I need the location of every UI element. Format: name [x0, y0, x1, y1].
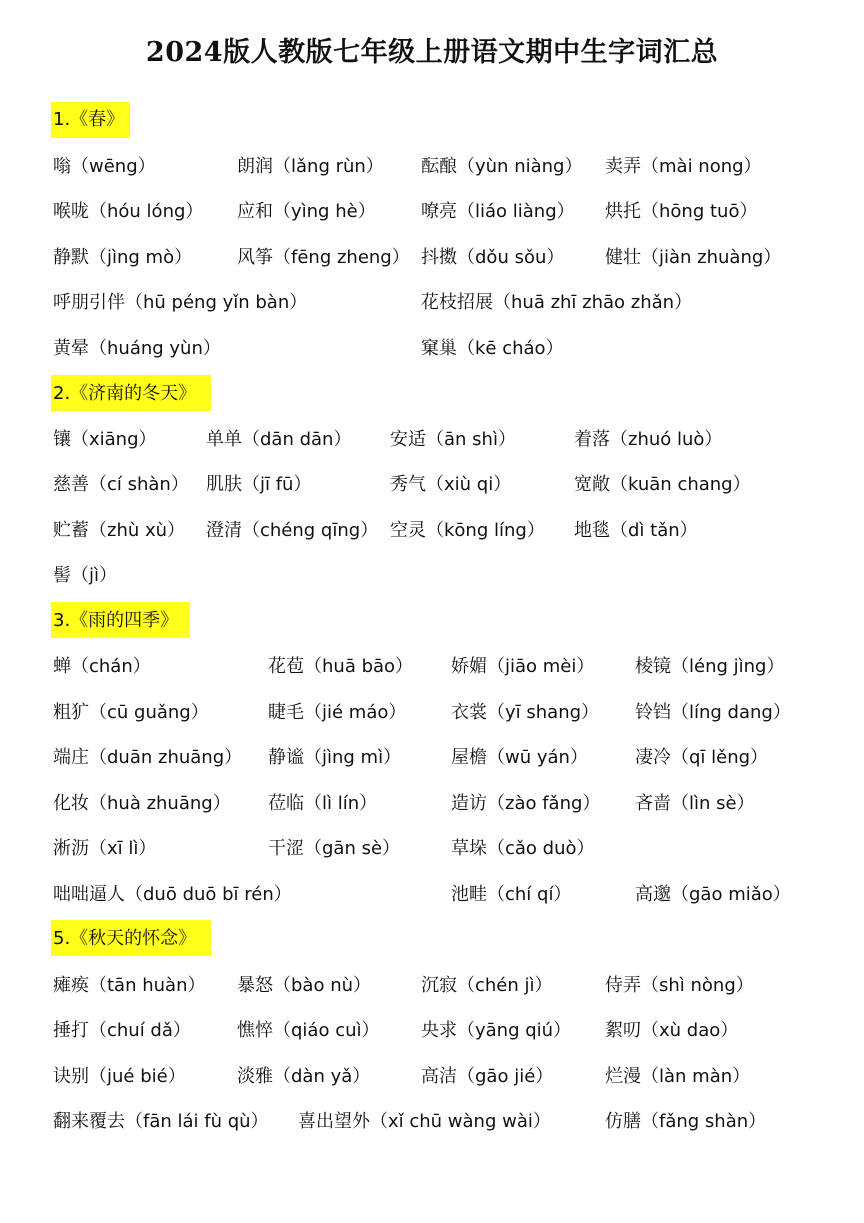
word-entry: 抖擞（dǒu sǒu）: [421, 247, 565, 268]
word-entry: 静谧（jìng mì）: [268, 747, 402, 768]
word-entry: 娇媚（jiāo mèi）: [451, 656, 595, 677]
word-entry: 凄冷（qī lěng）: [635, 747, 769, 768]
word-entry: 吝啬（lìn sè）: [635, 793, 755, 814]
word-entry: 沉寂（chén jì）: [421, 975, 553, 996]
word-entry: 衣裳（yī shang）: [451, 702, 600, 723]
word-entry: 应和（yìng hè）: [237, 201, 376, 222]
word-entry: 喉咙（hóu lóng）: [53, 201, 204, 222]
page-title: 2024版人教版七年级上册语文期中生字词汇总: [145, 37, 719, 68]
section-heading: 1.《春》: [53, 109, 125, 130]
section-heading: 2.《济南的冬天》: [53, 383, 197, 404]
word-entry: 高邈（gāo miǎo）: [635, 884, 791, 905]
word-entry: 嗡（wēng）: [53, 156, 156, 177]
word-entry: 草垛（cǎo duò）: [451, 838, 595, 859]
word-entry: 干涩（gān sè）: [268, 838, 401, 859]
word-entry: 侍弄（shì nòng）: [605, 975, 754, 996]
word-entry: 蝉（chán）: [53, 656, 151, 677]
word-entry: 造访（zào fǎng）: [451, 793, 601, 814]
word-entry: 铃铛（líng dang）: [635, 702, 791, 723]
word-entry: 暴怒（bào nù）: [237, 975, 372, 996]
word-entry: 肌肤（jī fū）: [206, 474, 312, 495]
word-entry: 烘托（hōng tuō）: [605, 201, 758, 222]
word-entry: 空灵（kōng líng）: [390, 520, 545, 541]
word-entry: 窠巢（kē cháo）: [421, 338, 564, 359]
word-entry: 镶（xiāng）: [53, 429, 157, 450]
word-entry: 黄晕（huáng yùn）: [53, 338, 221, 359]
word-entry: 翻来覆去（fān lái fù qù）: [53, 1111, 269, 1132]
word-entry: 屋檐（wū yán）: [451, 747, 588, 768]
word-entry: 瘫痪（tān huàn）: [53, 975, 206, 996]
word-entry: 着落（zhuó luò）: [574, 429, 723, 450]
word-entry: 呼朋引伴（hū péng yǐn bàn）: [53, 292, 308, 313]
word-entry: 慈善（cí shàn）: [53, 474, 189, 495]
word-entry: 睫毛（jié máo）: [268, 702, 407, 723]
word-entry: 静默（jìng mò）: [53, 247, 193, 268]
word-entry: 秀气（xiù qi）: [390, 474, 512, 495]
word-entry: 絮叨（xù dao）: [605, 1020, 739, 1041]
section-heading: 5.《秋天的怀念》: [53, 928, 197, 949]
word-entry: 憔悴（qiáo cuì）: [237, 1020, 380, 1041]
word-entry: 宽敞（kuān chang）: [574, 474, 751, 495]
word-entry: 澄清（chéng qīng）: [206, 520, 379, 541]
word-entry: 粗犷（cū guǎng）: [53, 702, 209, 723]
word-entry: 酝酿（yùn niàng）: [421, 156, 583, 177]
word-entry: 花苞（huā bāo）: [268, 656, 414, 677]
word-entry: 诀别（jué bié）: [53, 1066, 186, 1087]
word-entry: 高洁（gāo jié）: [421, 1066, 554, 1087]
word-entry: 咄咄逼人（duō duō bī rén）: [53, 884, 292, 905]
section-heading: 3.《雨的四季》: [53, 610, 179, 631]
word-entry: 髻（jì）: [53, 565, 118, 586]
word-entry: 烂漫（làn màn）: [605, 1066, 751, 1087]
word-entry: 淡雅（dàn yǎ）: [237, 1066, 371, 1087]
word-entry: 贮蓄（zhù xù）: [53, 520, 186, 541]
word-entry: 央求（yāng qiú）: [421, 1020, 572, 1041]
word-entry: 嘹亮（liáo liàng）: [421, 201, 575, 222]
word-entry: 单单（dān dān）: [206, 429, 352, 450]
word-entry: 端庄（duān zhuāng）: [53, 747, 243, 768]
word-entry: 朗润（lǎng rùn）: [237, 156, 384, 177]
word-entry: 淅沥（xī lì）: [53, 838, 157, 859]
word-entry: 棱镜（léng jìng）: [635, 656, 785, 677]
word-entry: 健壮（jiàn zhuàng）: [605, 247, 782, 268]
word-entry: 安适（ān shì）: [390, 429, 516, 450]
word-entry: 风筝（fēng zheng）: [237, 247, 410, 268]
word-entry: 喜出望外（xǐ chū wàng wài）: [298, 1111, 551, 1132]
word-entry: 仿膳（fǎng shàn）: [605, 1111, 767, 1132]
word-entry: 地毯（dì tǎn）: [574, 520, 698, 541]
word-entry: 捶打（chuí dǎ）: [53, 1020, 191, 1041]
word-entry: 花枝招展（huā zhī zhāo zhǎn）: [421, 292, 693, 313]
word-entry: 莅临（lì lín）: [268, 793, 378, 814]
word-entry: 化妆（huà zhuāng）: [53, 793, 231, 814]
word-entry: 池畦（chí qí）: [451, 884, 572, 905]
word-entry: 卖弄（mài nong）: [605, 156, 762, 177]
